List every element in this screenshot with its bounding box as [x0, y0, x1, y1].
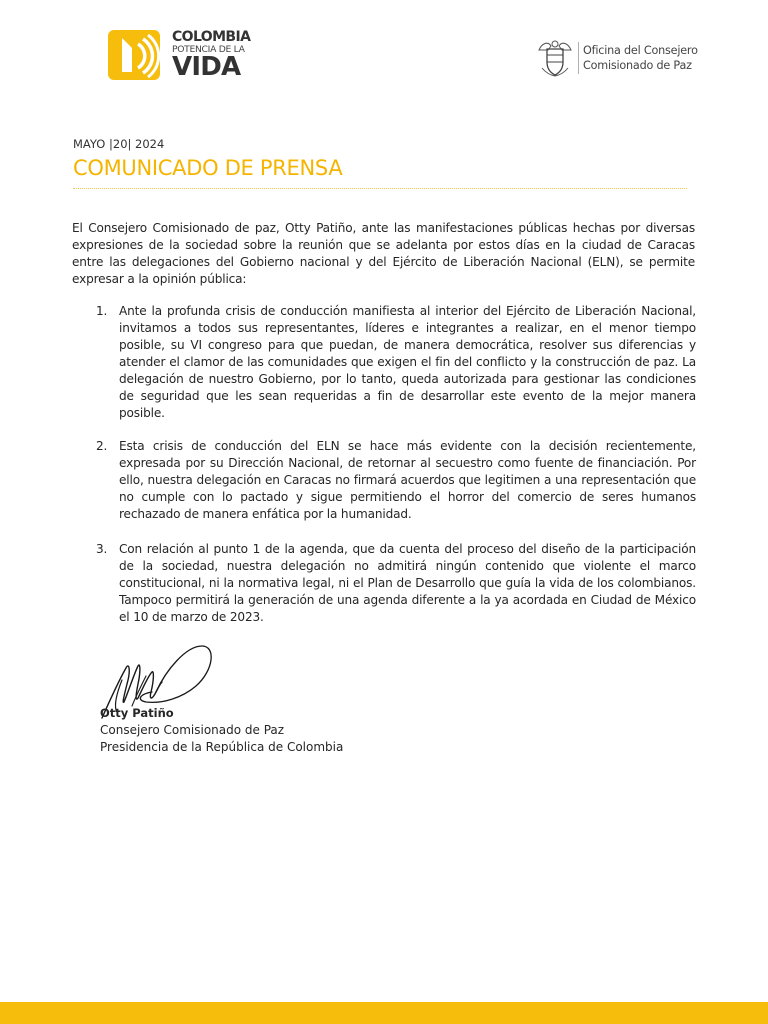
title-divider: [73, 188, 687, 189]
list-item: [96, 438, 696, 523]
list-item-number: 3.: [96, 542, 108, 556]
office-logo: [536, 38, 736, 80]
coat-of-arms-icon: [536, 38, 574, 78]
colombia-potencia-de-la-vida-logo: [108, 30, 258, 82]
brand-line-colombia: COLOMBIA: [172, 29, 251, 45]
list-item-text: Esta crisis de conducción del ELN se hace más evidente con la decisión recientemente, expresada por su Dirección Nacional, de retornar al secuestro como fuente de financiación. Por ello, nuestra delegación en Caracas no firmará acuerdos que legitimen a una representación que no cumple con lo pactado y sigue permitiendo el horror del comercio de seres humanos rechazado de manera enfática por la humanidad.: [119, 439, 696, 521]
office-line-1: Oficina del Consejero: [583, 44, 698, 57]
signer-role: Consejero Comisionado de Paz: [100, 723, 285, 737]
brand-wordmark: [172, 30, 272, 80]
intro-paragraph: El Consejero Comisionado de paz, Otty Patiño, ante las manifestaciones públicas hechas por diversas expresiones de la sociedad sobre la reunión que se adelanta por estos días en la ciudad de Caracas entre las delegaciones del Gobierno nacional y del Ejército de Liberación Nacional (ELN), se permite expresar a la opinión pública:: [72, 221, 695, 286]
list-item-text: Ante la profunda crisis de conducción manifiesta al interior del Ejército de Liberación Nacional, invitamos a todos sus representantes, líderes e integrantes a realizar, en el menor tiempo posible, su VI congreso para que puedan, de manera democrática, resolver sus diferencias y atender el clamor de las comunidades que exigen el fin del conflicto y la construcción de paz. La delegación de nuestro Gobierno, por lo tanto, queda autorizada para gestionar las condiciones de seguridad que les sean requeridas a fin de desarrollar este evento de la mejor manera posible.: [119, 304, 696, 420]
signer-name: Otty Patiño: [100, 706, 174, 720]
document-date: MAYO |20| 2024: [73, 137, 165, 151]
office-name: [583, 43, 698, 73]
footer-color-band: [0, 1002, 768, 1024]
brand-mark-icon: [108, 30, 160, 80]
document-title: COMUNICADO DE PRENSA: [73, 156, 343, 180]
list-item-number: 2.: [96, 439, 108, 453]
list-item-text: Con relación al punto 1 de la agenda, que da cuenta del proceso del diseño de la participación de la sociedad, nuestra delegación no admitirá ningún contenido que violente el marco constitucional, ni la normativa legal, ni el Plan de Desarrollo que guía la vida de los colombianos. Tampoco permitirá la generación de una agenda diferente a la ya acordada en Ciudad de México el 10 de marzo de 2023.: [119, 542, 696, 624]
brand-line-vida: VIDA: [172, 52, 241, 82]
signer-organization: Presidencia de la República de Colombia: [100, 740, 344, 754]
office-divider: [578, 42, 579, 74]
list-item: [96, 303, 696, 422]
list-item: [96, 541, 696, 626]
office-line-2: Comisionado de Paz: [583, 59, 692, 72]
list-item-number: 1.: [96, 304, 108, 318]
brand-line-potencia: POTENCIA DE LA: [172, 44, 245, 55]
